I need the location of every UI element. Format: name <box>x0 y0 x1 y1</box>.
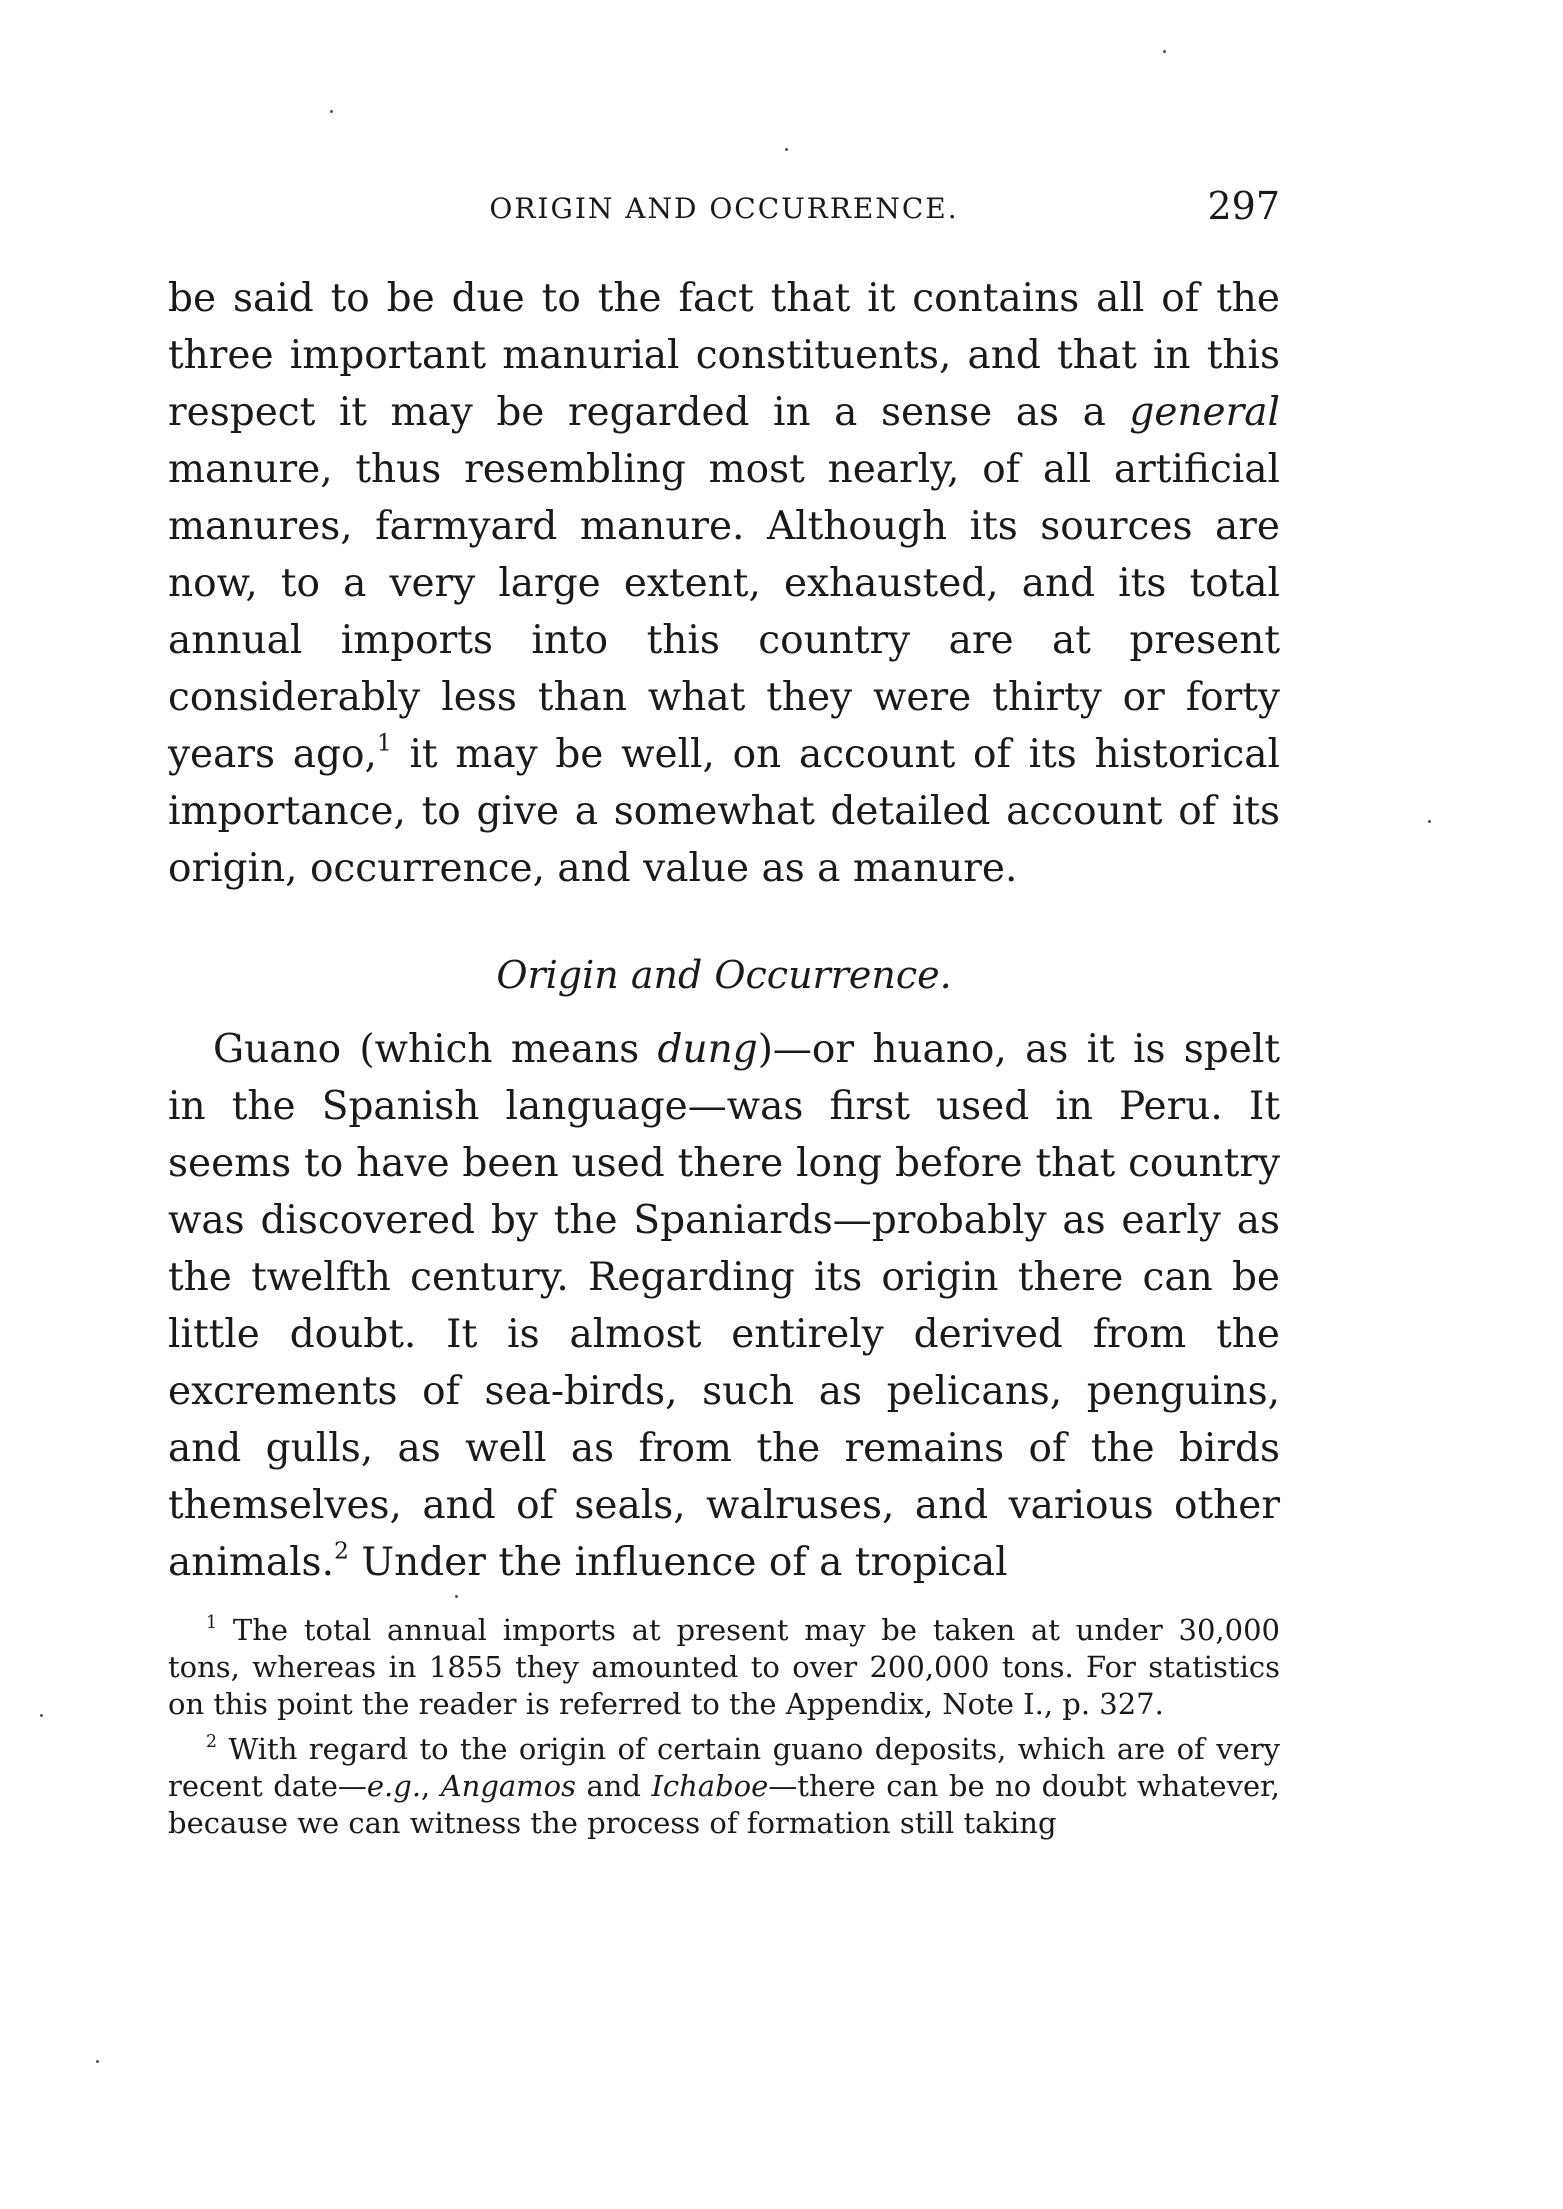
footnote-1-text: The total annual imports at present may be taken at under 30,000 tons, whereas in 1855 they amounted to over 200,000 tons. For statistics on this point the reader is referred to the Appendix, Note I., p. 327. <box>168 1613 1280 1721</box>
scan-speck <box>1428 820 1431 823</box>
page-number: 297 <box>1207 184 1280 228</box>
footnote-2-emphasis-eg: e.g. <box>366 1769 422 1803</box>
intro-text-3: it may be well, on account of its historical importance, to give a somewhat detailed account of its origin, occurrence, and value as a manure. <box>168 732 1280 891</box>
footnote-2-text-1: With regard to the origin of certain guano deposits, which are of very recent date— <box>168 1732 1280 1803</box>
intro-text-1: be said to be due to the fact that it contains all of the three important manurial constituents, and that in this respect it may be regarded in a sense as a <box>168 276 1280 435</box>
footnote-2 <box>168 1731 1280 1842</box>
scan-speck <box>96 2060 99 2063</box>
intro-emphasis-general: general <box>1129 390 1280 435</box>
intro-paragraph <box>168 270 1280 897</box>
guano-text-2: )—or huano, as it is spelt in the Spanish language—was first used in Peru. It seems to have been used there long before that country was discovered by the Spaniards—probably as early as the twelfth century. Regarding its origin there can be little doubt. It is almost entirely derived from the excrements of sea-birds, such as pelicans, penguins, and gulls, as well as from the remains of the birds themselves, and of seals, walruses, and various other animals. <box>168 1027 1280 1585</box>
footnotes <box>168 1612 1280 1842</box>
scan-speck <box>330 110 333 113</box>
guano-emphasis-dung: dung <box>657 1027 758 1072</box>
footnote-1 <box>168 1612 1280 1723</box>
footnote-2-text-3: and <box>576 1769 652 1803</box>
guano-text-3: Under the influence of a tropical <box>348 1540 1008 1585</box>
page-header <box>168 184 1280 234</box>
scan-speck <box>1163 50 1166 53</box>
footnote-ref-2: 2 <box>333 1536 349 1565</box>
footnote-1-marker: 1 <box>206 1612 218 1633</box>
section-heading: Origin and Occurrence. <box>496 953 952 997</box>
scan-speck <box>785 148 788 151</box>
intro-text-2: manure, thus resembling most nearly, of all artificial manures, farmyard manure. Although its sources are now, to a very large extent, exhausted, and its total annual imports into this country are at present considerably less than what they were thirty or forty years ago, <box>168 447 1280 777</box>
running-head: ORIGIN AND OCCURRENCE. <box>489 192 959 225</box>
scan-speck <box>40 1714 43 1717</box>
footnote-ref-1: 1 <box>376 728 392 757</box>
main-text <box>168 270 1280 1591</box>
guano-text-1: Guano (which means <box>213 1027 658 1072</box>
footnote-2-text-4: —there can be no doubt whatever, because we can witness the process of formation still taking <box>168 1769 1281 1840</box>
footnote-2-emphasis-ichaboe: Ichaboe <box>651 1769 769 1803</box>
footnote-2-text-2: , <box>421 1769 441 1803</box>
scan-speck <box>455 1595 458 1598</box>
footnote-2-emphasis-angamos: Angamos <box>440 1769 577 1803</box>
footnote-2-marker: 2 <box>206 1731 218 1752</box>
guano-paragraph <box>168 1021 1280 1591</box>
